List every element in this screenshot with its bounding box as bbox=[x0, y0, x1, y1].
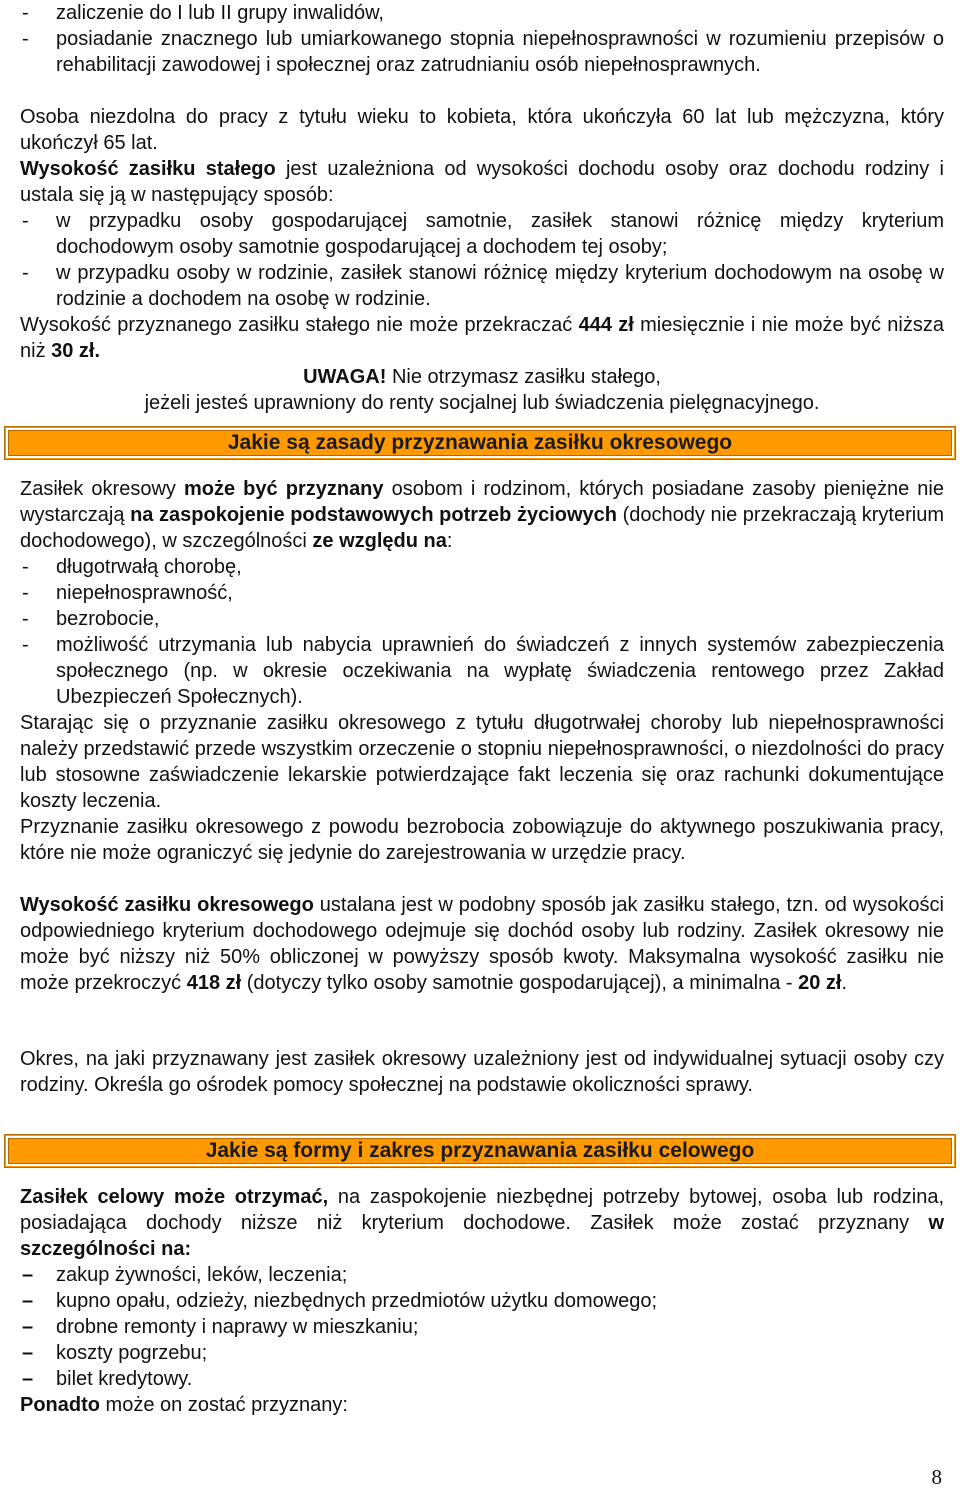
list-item-text: długotrwałą chorobę, bbox=[56, 556, 242, 578]
list-item-text: bilet kredytowy. bbox=[56, 1368, 193, 1390]
list-dash: - bbox=[22, 634, 29, 656]
list-item-text: w przypadku osoby gospodarującej samotnie, zasiłek stanowi różnicę między kryterium dochodowym osoby samotnie gospodarującej a dochodem tej osoby; bbox=[56, 210, 944, 258]
list-item bbox=[20, 1366, 944, 1392]
paragraph-okres: Okres, na jaki przyznawany jest zasiłek okresowy uzależniony jest od indywidualnej sytuacji osoby czy rodziny. Określa go ośrodek pomocy społecznej na podstawie okoliczności sprawy. bbox=[20, 1048, 944, 1096]
list-dash: – bbox=[22, 1264, 34, 1286]
paragraph-wysokosc-okresowego: Wysokość zasiłku okresowego ustalana jest w podobny sposób jak zasiłku stałego, tzn. od wysokości odpowiedniego kryterium dochodowego odejmuje się dochód osoby lub rodziny. Zasiłek okresowy nie może być niższy niż 50% obliczonej w powyższy sposób kwoty. Maksymalna wysokość zasiłku nie może przekroczyć 418 zł (dotyczy tylko osoby samotnie gospodarującej), a minimalna - 20 zł. bbox=[20, 894, 945, 994]
list-dash: – bbox=[22, 1342, 34, 1364]
list-item-text: drobne remonty i naprawy w mieszkaniu; bbox=[56, 1316, 419, 1338]
warning-line-2: jeżeli jesteś uprawniony do renty socjalnej lub świadczenia pielęgnacyjnego. bbox=[144, 392, 820, 414]
list-dash: - bbox=[22, 608, 29, 630]
paragraph-bezrobocie: Przyznanie zasiłku okresowego z powodu bezrobocia zobowiązuje do aktywnego poszukiwania pracy, które nie może ograniczyć się jedynie do zarejestrowania w urzędzie pracy. bbox=[20, 816, 944, 864]
warning-label: UWAGA! bbox=[303, 366, 387, 388]
list-item bbox=[20, 554, 944, 580]
list-dash: – bbox=[22, 1368, 34, 1390]
list-item bbox=[20, 580, 944, 606]
list-dash: - bbox=[22, 556, 29, 578]
list-item bbox=[20, 1262, 944, 1288]
paragraph-celowy-intro: Zasiłek celowy może otrzymać, na zaspokojenie niezbędnej potrzeby bytowej, osoba lub rodzina, posiadająca dochody niższe niż kryterium dochodowe. Zasiłek może zostać przyznany w szczególności na: bbox=[20, 1186, 945, 1260]
bold-phrase: Wysokość zasiłku stałego bbox=[20, 158, 276, 180]
list-dash: - bbox=[22, 210, 29, 232]
paragraph-osoba-niezdolna: Osoba niezdolna do pracy z tytułu wieku to kobieta, która ukończyła 60 lat lub mężczyzna, który ukończył 65 lat. bbox=[20, 106, 944, 154]
list-item bbox=[20, 606, 944, 632]
paragraph-wysokosc-stalego: Wysokość zasiłku stałego jest uzależniona od wysokości dochodu osoby oraz dochodu rodziny i ustala się ją w następujący sposób: bbox=[20, 158, 944, 206]
list-item bbox=[20, 260, 944, 312]
list-item-text: zaliczenie do I lub II grupy inwalidów, bbox=[56, 2, 384, 24]
list-item-text: w przypadku osoby w rodzinie, zasiłek stanowi różnicę między kryterium dochodowym na osobę w rodzinie a dochodem na osobę w rodzinie. bbox=[56, 262, 944, 310]
list-item-text: bezrobocie, bbox=[56, 608, 160, 630]
list-item-text: koszty pogrzebu; bbox=[56, 1342, 208, 1364]
section-heading: Jakie są formy i zakres przyznawania zasiłku celowego bbox=[205, 1139, 755, 1162]
list-dash: - bbox=[22, 582, 29, 604]
section-banner-celowy bbox=[4, 1134, 956, 1168]
list-dash: - bbox=[22, 28, 29, 50]
list-item bbox=[20, 1314, 944, 1340]
list-item-text: niepełnosprawność, bbox=[56, 582, 233, 604]
section-banner-okresowy bbox=[4, 426, 956, 460]
list-dash: – bbox=[22, 1316, 34, 1338]
list-item bbox=[20, 0, 944, 26]
list-item-text: kupno opału, odzieży, niezbędnych przedmiotów użytku domowego; bbox=[56, 1290, 658, 1312]
list-item bbox=[20, 26, 944, 78]
list-item-text: zakup żywności, leków, leczenia; bbox=[56, 1264, 348, 1286]
page-number: 8 bbox=[931, 1465, 942, 1489]
paragraph-okresowy-intro: Zasiłek okresowy może być przyznany osobom i rodzinom, których posiadane zasoby pieniężne nie wystarczają na zaspokojenie podstawowych potrzeb życiowych (dochody nie przekraczają kryterium dochodowego), w szczególności ze względu na: bbox=[20, 478, 945, 552]
list-item-text: możliwość utrzymania lub nabycia uprawnień do świadczeń z innych systemów zabezpieczenia społecznego (np. w okresie oczekiwania na wypłatę świadczenia rentowego przez Zakład Ubezpieczeń Społecznych). bbox=[56, 634, 944, 708]
list-dash: – bbox=[22, 1290, 34, 1312]
list-item bbox=[20, 1340, 944, 1366]
section-heading: Jakie są zasady przyznawania zasiłku okresowego bbox=[227, 431, 733, 454]
list-dash: - bbox=[22, 262, 29, 284]
paragraph-ponadto: Ponadto może on zostać przyznany: bbox=[20, 1394, 348, 1416]
paragraph-starajac: Starając się o przyznanie zasiłku okresowego z tytułu długotrwałej choroby lub niepełnosprawności należy przedstawić przede wszystkim orzeczenie o stopniu niepełnosprawności, o niezdolności do pracy lub stosowne zaświadczenie lekarskie potwierdzające fakt leczenia się oraz rachunki dokumentujące koszty leczenia. bbox=[20, 712, 944, 812]
list-dash: - bbox=[22, 2, 29, 24]
list-item-text: posiadanie znacznego lub umiarkowanego stopnia niepełnosprawności w rozumieniu przepisów o rehabilitacji zawodowej i społecznej oraz zatrudnianiu osób niepełnosprawnych. bbox=[56, 28, 944, 76]
paragraph-max-stalego: Wysokość przyznanego zasiłku stałego nie może przekraczać 444 zł miesięcznie i nie może być niższa niż 30 zł. bbox=[20, 314, 944, 362]
list-item bbox=[20, 632, 944, 710]
warning-line: UWAGA! Nie otrzymasz zasiłku stałego, bbox=[303, 366, 661, 388]
list-item bbox=[20, 1288, 944, 1314]
list-item bbox=[20, 208, 944, 260]
